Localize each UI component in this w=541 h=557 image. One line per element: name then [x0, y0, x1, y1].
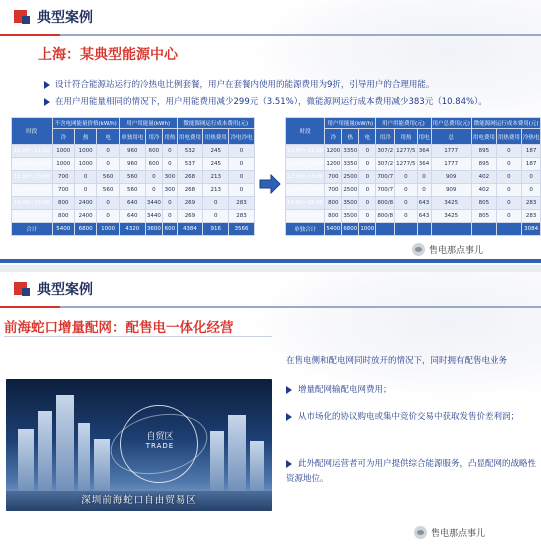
table-row-label: 13:00~14:00	[286, 184, 325, 197]
table-cell: 0	[229, 145, 255, 158]
case-heading: 前海蛇口增量配网：配售电一体化经营	[4, 320, 234, 336]
table-cell: 909	[431, 184, 471, 197]
table-cell: 0	[74, 184, 96, 197]
table-cell: 300	[163, 171, 177, 184]
table-cell: 0	[203, 210, 229, 223]
table-cell	[471, 223, 496, 236]
table-cell: 0	[496, 210, 521, 223]
table-cell: 0	[163, 158, 177, 171]
bullet-triangle-icon	[44, 81, 50, 89]
table-cell: 213	[203, 171, 229, 184]
table-cell: 1777	[431, 145, 471, 158]
table-cell: 640	[119, 210, 145, 223]
table-header-cell: 用热费用	[203, 129, 229, 145]
table-cell: 560	[97, 184, 119, 197]
table-cell: 643	[417, 197, 431, 210]
table-row-label: 11:00~12:00	[12, 158, 53, 171]
building-shape	[56, 395, 74, 495]
table-cell: 1000	[97, 223, 119, 236]
table-cell: 2500	[342, 184, 359, 197]
table-cell	[417, 223, 431, 236]
table-cell: 4384	[177, 223, 203, 236]
table-cell: 800	[325, 210, 342, 223]
table-row	[12, 145, 255, 158]
table-cell: 1000	[74, 145, 96, 158]
header-blue-square-icon	[22, 288, 30, 296]
wechat-account-icon	[412, 243, 425, 256]
table-cell	[431, 223, 471, 236]
table-header-cell: 总	[431, 129, 471, 145]
table-cell: 0	[395, 184, 417, 197]
table-cell	[376, 223, 395, 236]
table-cell: 4320	[119, 223, 145, 236]
table-cell: 1277/5	[395, 158, 417, 171]
table-header-cell: 用冷	[145, 129, 163, 145]
table-cell: 800	[325, 197, 342, 210]
table-header-cell: 电	[359, 129, 376, 145]
table-cell: 0	[359, 171, 376, 184]
table-header-group: 微能源网运行成本费用(元)	[177, 118, 254, 129]
table-row	[286, 197, 541, 210]
table-row-label: 13:00~14:00	[12, 184, 53, 197]
table-cell: 800/8	[376, 210, 395, 223]
table-cell: 3425	[431, 197, 471, 210]
table-cell: 269	[177, 210, 203, 223]
table-cell: 1000	[52, 145, 74, 158]
table-cell: 0	[359, 210, 376, 223]
table-cell: 283	[229, 210, 255, 223]
table-header-cell: 热	[74, 129, 96, 145]
table-header-cell: 热	[342, 129, 359, 145]
table-row	[286, 223, 541, 236]
table-cell: 0	[229, 158, 255, 171]
table-row	[286, 145, 541, 158]
table-row-label: 单独合计	[286, 223, 325, 236]
table-row	[12, 171, 255, 184]
table-cell: 600	[163, 223, 177, 236]
slide-shanghai-case	[0, 0, 541, 265]
bullet-item: 在用户用能量相同的情况下，用户用能费用减少299元（3.51%），微能源网运行成本费用减少383元（10.84%）。	[44, 97, 524, 108]
section-title: 典型案例	[37, 10, 93, 26]
bullet-item: 从市场化的协议购电或集中竞价交易中获取发售价差利润；	[286, 410, 536, 425]
table-cell: 895	[471, 145, 496, 158]
table-row-label: 15:00~16:00	[12, 210, 53, 223]
table-cell: 1277/5	[395, 145, 417, 158]
table-cell: 800/8	[376, 197, 395, 210]
table-cell: 643	[417, 210, 431, 223]
table-cell: 0	[521, 171, 541, 184]
table-cell: 805	[471, 197, 496, 210]
table-cell: 700	[325, 171, 342, 184]
table-cell: 909	[431, 171, 471, 184]
table-cell: 2400	[74, 210, 96, 223]
table-cell: 187	[521, 145, 541, 158]
table-cell: 560	[119, 184, 145, 197]
building-shape	[78, 423, 90, 495]
table-cell: 283	[521, 197, 541, 210]
table-cell: 0	[359, 158, 376, 171]
table-cell: 0	[496, 197, 521, 210]
header-blue-square-icon	[22, 16, 30, 24]
table-cell: 700/7	[376, 171, 395, 184]
table-cell: 700	[52, 171, 74, 184]
table-cell: 3500	[342, 197, 359, 210]
table-row-label: 14:00~15:00	[286, 197, 325, 210]
footer-bar	[0, 259, 541, 263]
table-cell: 0	[395, 197, 417, 210]
table-cell: 307/2	[376, 145, 395, 158]
table-before-body	[12, 145, 255, 236]
table-cell: 3566	[229, 223, 255, 236]
table-row-label: 12:00~13:00	[286, 171, 325, 184]
bullet-item: 增量配网输配电网费用；	[286, 383, 536, 398]
header-underline	[0, 306, 541, 308]
table-cell: 805	[471, 210, 496, 223]
table-before	[11, 117, 255, 236]
table-cell: 0	[145, 184, 163, 197]
table-cell: 245	[203, 158, 229, 171]
table-cell: 2500	[342, 171, 359, 184]
table-cell: 5400	[325, 223, 342, 236]
table-cell: 283	[521, 210, 541, 223]
table-header-cell: 用电费用	[471, 129, 496, 145]
table-after	[285, 117, 541, 236]
table-cell: 364	[417, 158, 431, 171]
table-cell: 600	[145, 145, 163, 158]
table-header-group: 微能源网运行成本费用(元)	[471, 118, 541, 129]
table-cell: 1200	[325, 145, 342, 158]
table-row	[12, 223, 255, 236]
table-cell: 0	[97, 158, 119, 171]
table-header-cell: 单独用电	[119, 129, 145, 145]
table-row	[12, 158, 255, 171]
header-underline	[0, 34, 541, 36]
table-row	[286, 158, 541, 171]
image-zone-label: 自贸区	[146, 432, 174, 442]
table-cell: 700	[325, 184, 342, 197]
table-cell: 3084	[521, 223, 541, 236]
watermark: 售电那点事儿	[414, 526, 485, 539]
table-cell: 0	[417, 171, 431, 184]
table-cell: 0	[359, 197, 376, 210]
table-cell: 3440	[145, 210, 163, 223]
building-shape	[210, 431, 224, 495]
table-cell: 700	[52, 184, 74, 197]
table-cell: 0	[395, 171, 417, 184]
table-cell: 3350	[342, 158, 359, 171]
city-skyline-image	[6, 379, 272, 511]
table-cell: 0	[97, 210, 119, 223]
table-cell: 0	[496, 171, 521, 184]
wechat-account-icon	[414, 526, 427, 539]
table-cell: 0	[163, 210, 177, 223]
table-cell: 3350	[342, 145, 359, 158]
table-cell: 800	[52, 197, 74, 210]
slide-header	[0, 272, 541, 308]
table-header-cell: 用热费用	[496, 129, 521, 145]
table-cell: 2400	[74, 197, 96, 210]
table-cell	[395, 223, 417, 236]
table-header-cell: 冷	[325, 129, 342, 145]
bullet-triangle-icon	[286, 460, 292, 468]
bullet-triangle-icon	[44, 98, 50, 106]
table-cell: 0	[496, 158, 521, 171]
table-cell: 0	[359, 145, 376, 158]
table-header-cell: 时段	[286, 118, 325, 145]
table-cell: 300	[163, 184, 177, 197]
table-cell: 532	[177, 145, 203, 158]
table-row-label: 10:00~11:00	[286, 145, 325, 158]
building-shape	[94, 439, 110, 495]
slide-header	[0, 0, 541, 36]
table-cell: 600	[145, 158, 163, 171]
table-header-cell: 冷	[52, 129, 74, 145]
table-cell: 0	[203, 197, 229, 210]
table-cell: 6800	[342, 223, 359, 236]
heading-rule	[4, 336, 272, 337]
table-cell: 0	[97, 197, 119, 210]
watermark: 售电那点事儿	[412, 243, 483, 256]
table-row	[286, 171, 541, 184]
table-cell: 0	[417, 184, 431, 197]
table-row	[12, 210, 255, 223]
table-cell: 1777	[431, 158, 471, 171]
table-cell: 187	[521, 158, 541, 171]
table-cell: 245	[203, 145, 229, 158]
table-cell: 640	[119, 197, 145, 210]
table-row-label: 11:00~12:00	[286, 158, 325, 171]
table-header-group: 不含电网能量价格(kW/h)	[52, 118, 119, 129]
table-cell: 560	[97, 171, 119, 184]
table-cell: 895	[471, 158, 496, 171]
table-header-group: 用户用能量(kWh)	[119, 118, 177, 129]
table-cell: 0	[521, 184, 541, 197]
table-cell: 3440	[145, 197, 163, 210]
image-trade-label: TRADE	[145, 442, 175, 450]
table-cell: 269	[177, 197, 203, 210]
table-cell: 0	[496, 145, 521, 158]
table-row	[286, 210, 541, 223]
table-cell: 307/2	[376, 158, 395, 171]
intro-text: 在售电侧和配电网同时放开的情况下，同时拥有配售电业务	[286, 356, 508, 366]
table-cell: 402	[471, 184, 496, 197]
bullet-triangle-icon	[286, 413, 292, 421]
table-header-cell: 用电	[417, 129, 431, 145]
table-cell: 0	[496, 184, 521, 197]
table-header-cell: 冷热电	[521, 129, 541, 145]
table-cell: 0	[163, 145, 177, 158]
table-cell: 0	[395, 210, 417, 223]
table-cell: 1000	[74, 158, 96, 171]
arrow-right-icon	[259, 174, 281, 194]
bullet-item: 设计符合能源站运行的冷热电比例套餐，用户在套餐内使用的能源费用为9折，引导用户的合理用能。	[44, 80, 524, 91]
table-cell: 6800	[74, 223, 96, 236]
table-header-cell: 用冷	[376, 129, 395, 145]
table-cell: 960	[119, 145, 145, 158]
table-cell: 916	[203, 223, 229, 236]
table-cell: 268	[177, 184, 203, 197]
table-cell: 3500	[342, 210, 359, 223]
table-header-cell: 冷电冷电	[229, 129, 255, 145]
table-header-cell: 时段	[12, 118, 53, 145]
table-header-cell: 用热	[163, 129, 177, 145]
table-after-body	[286, 145, 541, 236]
table-cell: 1000	[359, 223, 376, 236]
building-shape	[250, 441, 264, 495]
table-cell: 283	[229, 197, 255, 210]
table-row-label: 10:00~11:00	[12, 145, 53, 158]
table-cell: 0	[74, 171, 96, 184]
table-header-group: 用户总费用(元)	[431, 118, 471, 129]
case-heading: 上海：某典型能源中心	[38, 47, 178, 63]
building-shape	[228, 415, 246, 495]
table-cell: 0	[359, 184, 376, 197]
table-cell: 960	[119, 158, 145, 171]
table-row-label: 14:00~15:00	[12, 197, 53, 210]
table-cell: 560	[119, 171, 145, 184]
table-header-cell: 电	[97, 129, 119, 145]
table-cell: 213	[203, 184, 229, 197]
bullet-triangle-icon	[286, 386, 292, 394]
table-cell: 700/7	[376, 184, 395, 197]
table-cell: 1000	[52, 158, 74, 171]
table-header-cell: 用热	[395, 129, 417, 145]
table-cell: 0	[229, 171, 255, 184]
bullet-item: 此外配网运营者可为用户提供综合能源服务，凸显配网的战略性资源地位。	[286, 459, 537, 484]
table-cell	[496, 223, 521, 236]
table-header-cell: 用电费用	[177, 129, 203, 145]
table-row-label: 合计	[12, 223, 53, 236]
table-row	[12, 197, 255, 210]
table-cell: 5400	[52, 223, 74, 236]
table-row	[286, 184, 541, 197]
table-cell: 800	[52, 210, 74, 223]
table-header-group: 用户用能量(kW/h)	[325, 118, 376, 129]
slide-qianhai-case	[0, 272, 541, 557]
table-cell: 268	[177, 171, 203, 184]
image-caption: 深圳前海蛇口自由贸易区	[81, 495, 197, 506]
table-cell: 3425	[431, 210, 471, 223]
table-row-label: 15:00~16:00	[286, 210, 325, 223]
table-cell: 3600	[145, 223, 163, 236]
table-row	[12, 184, 255, 197]
table-cell: 1200	[325, 158, 342, 171]
building-shape	[38, 411, 52, 495]
table-cell: 364	[417, 145, 431, 158]
table-cell: 402	[471, 171, 496, 184]
building-shape	[18, 429, 34, 495]
table-cell: 0	[97, 145, 119, 158]
table-cell: 0	[163, 197, 177, 210]
slide-divider	[0, 265, 541, 272]
table-header-group: 用户用能费用(元)	[376, 118, 431, 129]
table-cell: 0	[145, 171, 163, 184]
table-cell: 0	[229, 184, 255, 197]
section-title: 典型案例	[37, 282, 93, 298]
table-cell: 537	[177, 158, 203, 171]
table-row-label: 12:00~13:00	[12, 171, 53, 184]
